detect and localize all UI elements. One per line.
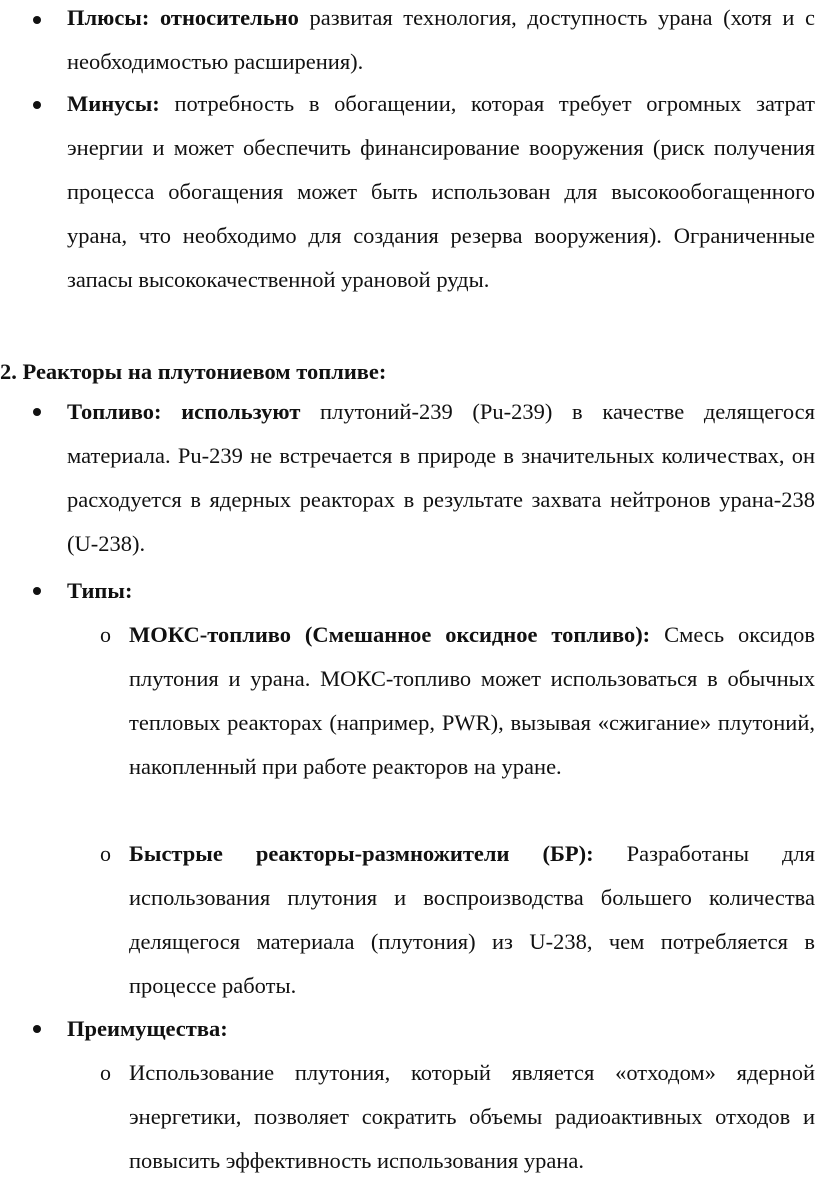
fbr-paragraph <box>129 832 815 1008</box>
circle-bullet-icon: o <box>100 1060 111 1085</box>
advantage-paragraph <box>129 1051 815 1183</box>
types-label <box>67 569 815 613</box>
bullet-icon <box>33 408 41 416</box>
advantages-label-text: Преимущества: <box>67 1016 228 1041</box>
cons-text: потребность в обогащении, которая требует огромных затрат энергии и может обеспечить финансирование вооружения (риск получения процесса обогащения может быть использован для высокообогащенного урана, что необходимо для создания резерва вооружения). Ограниченные запасы высококачественной урановой руды. <box>67 91 815 292</box>
mox-label: МОКС-топливо (Смешанное оксидное топливо): <box>129 622 651 647</box>
pros-paragraph <box>67 0 815 84</box>
circle-bullet-icon: o <box>100 622 111 647</box>
cons-paragraph <box>67 82 815 302</box>
bullet-icon <box>33 1025 41 1033</box>
mox-paragraph <box>129 613 815 789</box>
fuel-text: плутоний-239 (Pu-239) в качестве делящегося материала. Pu-239 не встречается в природе в значительных количествах, он расходуется в ядерных реакторах в результате захвата нейтронов урана-238 (U-238). <box>67 399 815 556</box>
pros-label: Плюсы: относительно <box>67 5 299 30</box>
section-heading: 2. Реакторы на плутониевом топливе: <box>0 359 387 384</box>
bullet-icon <box>33 16 41 24</box>
fuel-paragraph <box>67 390 815 566</box>
bullet-icon <box>33 587 41 595</box>
fbr-label: Быстрые реакторы-размножители (БР): <box>129 841 594 866</box>
mox-text: Смесь оксидов плутония и урана. МОКС-топливо может использоваться в обычных тепловых реакторах (например, PWR), вызывая «сжигание» плутоний, накопленный при работе реакторов на уране. <box>129 622 815 779</box>
bullet-icon <box>33 101 41 109</box>
pros-text: развитая технология, доступность урана (хотя и с необходимостью расширения). <box>67 5 815 74</box>
advantages-label <box>67 1007 815 1051</box>
fbr-text: Разработаны для использования плутония и воспроизводства большего количества делящегося материала (плутония) из U-238, чем потребляется в процессе работы. <box>129 841 815 998</box>
cons-label: Минусы: <box>67 91 160 116</box>
fuel-label: Топливо: используют <box>67 399 301 424</box>
types-label-text: Типы: <box>67 578 133 603</box>
advantage-text: Использование плутония, который является «отходом» ядерной энергетики, позволяет сократить объемы радиоактивных отходов и повысить эффективность использования урана. <box>129 1060 815 1173</box>
circle-bullet-icon: o <box>100 841 111 866</box>
